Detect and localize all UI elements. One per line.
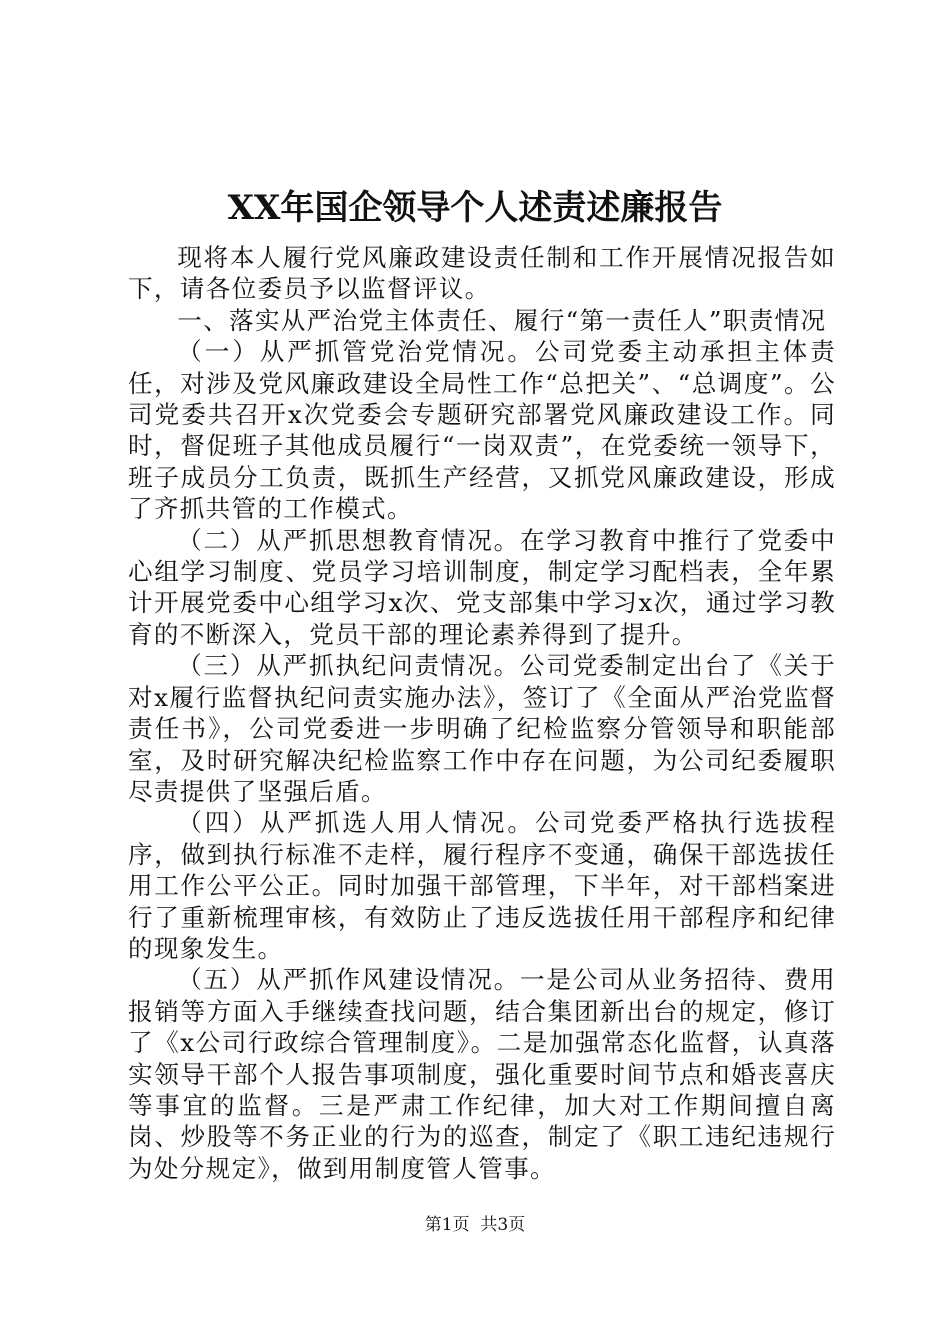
- paragraph-item-5: （五）从严抓作风建设情况。一是公司从业务招待、费用报销等方面入手继续查找问题，结合集团新出台的规定，修订了《x公司行政综合管理制度》。二是加强常态化监督，认真落实领导干部个人报告事项制度，强化重要时间节点和婚丧喜庆等事宜的监督。三是严肃工作纪律，加大对工作期间擅自离岗、炒股等不务正业的行为的巡查，制定了《职工违纪违规行为处分规定》，做到用制度管人管事。: [128, 965, 836, 1183]
- document-body: [128, 242, 836, 1184]
- document-title: XX年国企领导个人述责述廉报告: [227, 188, 723, 228]
- paragraph-item-3: （三）从严抓执纪问责情况。公司党委制定出台了《关于对x履行监督执纪问责实施办法》，签订了《全面从严治党监督责任书》，公司党委进一步明确了纪检监察分管领导和职能部室，及时研究解决纪检监察工作中存在问题，为公司纪委履职尽责提供了坚强后盾。: [128, 651, 836, 806]
- paragraph-intro: 现将本人履行党风廉政建设责任制和工作开展情况报告如下，请各位委员予以监督评议。: [128, 243, 836, 304]
- page-footer: [0, 1213, 950, 1237]
- page-number-label: 第1页 共3页: [424, 1215, 526, 1235]
- paragraph-item-4: （四）从严抓选人用人情况。公司党委严格执行选拔程序，做到执行标准不走样，履行程序不变通，确保干部选拔任用工作公平公正。同时加强干部管理，下半年，对干部档案进行了重新梳理审核，有效防止了违反选拔任用干部程序和纪律的现象发生。: [128, 808, 836, 963]
- paragraph-item-1: （一）从严抓管党治党情况。公司党委主动承担主体责任，对涉及党风廉政建设全局性工作“总把关”、“总调度”。公司党委共召开x次党委会专题研究部署党风廉政建设工作。同时，督促班子其他成员履行“一岗双责”，在党委统一领导下，班子成员分工负责，既抓生产经营，又抓党风廉政建设，形成了齐抓共管的工作模式。: [128, 337, 836, 524]
- paragraph-item-2: （二）从严抓思想教育情况。在学习教育中推行了党委中心组学习制度、党员学习培训制度，制定学习配档表，全年累计开展党委中心组学习x次、党支部集中学习x次，通过学习教育的不断深入，党员干部的理论素养得到了提升。: [128, 525, 836, 649]
- section-heading-1: 一、落实从严治党主体责任、履行“第一责任人”职责情况: [177, 305, 827, 335]
